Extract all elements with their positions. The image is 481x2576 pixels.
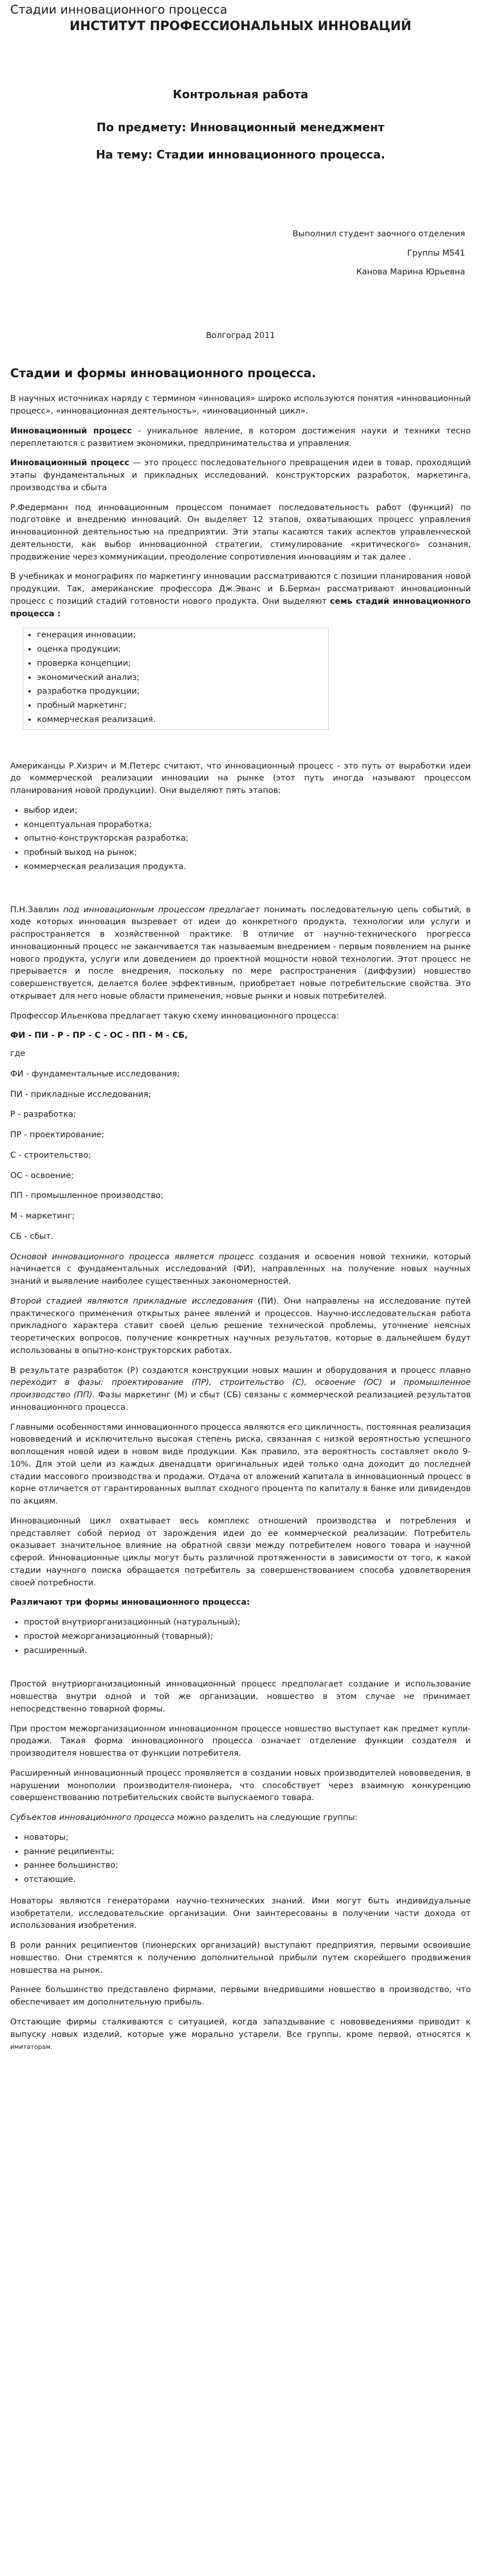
paragraph-9 xyxy=(10,1251,471,1288)
spacer xyxy=(10,739,471,761)
paragraph-14 xyxy=(10,1597,471,1609)
paragraph-4: Р.Федерманн под инновационным процессом понимает последовательность работ (функций) по подготовке и внедрению инноваций. Он выделяет 12 этапов, охватывающих процесс управления инновационной деятельностью на предприятии. Эти этапы касаются таких аспектов управленческой деятельности, как выбор инновационной стратегии, стимулирование «критического» сознания, продвижение через коммуникации, преодоление сопротивления инновациям и так далее . xyxy=(10,503,471,562)
legend-item: ПР - проектирование; xyxy=(10,1130,104,1140)
list-item: • экономический анализ; xyxy=(37,672,328,684)
list-item: • простой внутриорганизационный (натуральный); xyxy=(24,1617,471,1629)
legend-item: СБ - сбыт. xyxy=(10,1231,53,1241)
paragraph-text: П.Н.Завлин xyxy=(10,905,64,915)
cover-title-block xyxy=(10,85,471,164)
paragraph-text: — это процесс последовательного превращения идеи в товар, проходящий этапы фундаментальных и прикладных исследований, конструкторских разработок, маркетинга, производства и сбыта xyxy=(10,458,471,492)
paragraph-17: Расширенный инновационный процесс проявляется в создании новых производителей нововведения, в нарушении монополии производителя-пионера, что способствует через взаимную конкуренцию совершенствованию потребительских свойств выпускаемого товара. xyxy=(10,1768,471,1803)
list-item: • пробный выход на рынок; xyxy=(24,847,471,859)
institute-name: ИНСТИТУТ ПРОФЕССИОНАЛЬНЫХ ИННОВАЦИЙ xyxy=(69,19,412,34)
topic-line: На тему: Стадии инновационного процесса. xyxy=(95,147,386,161)
five-stages-list xyxy=(10,805,471,874)
paragraph-12: Главными особенностями инновационного процесса являются его цикличность, постоянная реализация нововведений и исключительно высокая степень риска, связанная с низкой вероятностью успешного воплощения новой идеи в новом виде продукции. Как правило, эта вероятность составляет около 9-10%. Для этой цели из каждых двенадцати оригинальных идей только одна доходит до последней стадии массового производства и продажи. Отдача от вложений капитала в инновационный процесс в корне отличается от гарантированных выплат сходного процента по капиталу в банке или дивидендов по акциям. xyxy=(10,1422,471,1506)
legend-item: С - строительство; xyxy=(10,1150,91,1160)
list-item: • раннее большинство; xyxy=(24,1860,471,1872)
work-type: Контрольная работа xyxy=(173,87,308,101)
paragraph-8: Профессор Ильенкова предлагает такую схему инновационного процесса: xyxy=(10,1011,339,1021)
author-line-2: Группы М541 xyxy=(407,248,465,258)
italic-text: Второй стадией являются прикладные исследования xyxy=(10,1296,253,1306)
list-item: • выбор идеи; xyxy=(24,805,471,817)
list-item: • простой межорганизационный (товарный); xyxy=(24,1631,471,1643)
list-item: • опытно-конструкторская разработка; xyxy=(24,833,471,845)
paragraph-7 xyxy=(10,904,471,1003)
list-item: • коммерческая реализация продукта. xyxy=(24,861,471,874)
paragraph-21: Раннее большинство представлено фирмами, первыми внедрившими новшество в производство, что обеспечивает им дополнительную прибыль. xyxy=(10,1985,471,2007)
list-item: • коммерческая реализация. xyxy=(37,714,328,727)
paragraph-text: понимать последовательную цепь событий, в ходе которых инновация вызревает от идеи до конкретного продукта, технологии или услуги и распространяется в хозяйственной практике. В отличие от научно-технического прогресса инновационный процесс не заканчивается так называемым внедрением - первым появлением на рынке нового продукта, услуги или доведением до проектной мощности новой технологии. Этот процесс не прерывается и после внедрения, поскольку по мере распространения (диффузии) новшество совершенствуется, делается более эффективным, приобретает новые потребительские свойства. Это открывает для него новые области применения, новые рынки и новых потребителей. xyxy=(10,905,471,1001)
italic-text: Основой инновационного процесса является процесс xyxy=(10,1252,254,1262)
list-item: • концептуальная проработка; xyxy=(24,819,471,832)
paragraph-20: В роли ранних реципиентов (пионерских организаций) выступают предприятия, первыми освоившие новшество. Они стремятся к получению дополнительной прибыли путем скорейшего продвижения новшества на рынок. xyxy=(10,1941,471,1975)
where-label: где xyxy=(10,1049,26,1059)
list-item: • генерация инновации; xyxy=(37,629,328,642)
paragraph-6: Американцы Р.Хизрич и М.Петерс считают, что инновационный процесс - это путь от выработки идеи до коммерческой реализации инновации на рынке (этот путь иногда называют процессом планирования новой продукции). Они выделяют пять этапов: xyxy=(10,761,471,796)
spacer xyxy=(10,883,471,904)
italic-text: под инновационным процессом предлагает xyxy=(63,905,260,915)
author-block xyxy=(10,228,471,279)
paragraph-text: (ПИ). Они направлены на исследование путей практического применения открытых ранее явлений и процессов. Научно-исследовательская работа прикладного характера ставит своей целью решение технической проблемы, уточнение неясных теоретических вопросов, получение конкретных научных результатов, которые в дальнейшем будут использованы в опытно-конструкторских работах. xyxy=(10,1296,471,1355)
list-item: • отстающие. xyxy=(24,1874,471,1886)
paragraph-10 xyxy=(10,1296,471,1358)
author-line-3: Канова Марина Юрьевна xyxy=(356,268,465,277)
list-item: • новаторы; xyxy=(24,1832,471,1844)
scheme-formula: ФИ - ПИ - Р - ПР - С - ОС - ПП - М - СБ, xyxy=(10,1031,188,1041)
paragraph-13: Инновационный цикл охватывает весь комплекс отношений производства и потребления и представляет собой период от зарождения идеи до ее коммерческой реализации. Потребитель оказывает значительное влияние на обратной связи между потребителем нового товара и научной сферой. Инновационные циклы могут быть различной протяженности в зависимости от того, к какой стадии научного поиска обращается потребитель за совершенствованием способа удовлетворения своей потребности. xyxy=(10,1516,471,1588)
paragraph-1: В научных источниках наряду с термином «инновация» широко используются понятия «инновационный процесс», «инновационная деятельность», «инновационный цикл». xyxy=(10,394,471,416)
author-line-1: Выполнил студент заочного отделения xyxy=(292,229,465,239)
legend-item: ПП - промышленное производство; xyxy=(10,1191,164,1201)
paragraph-2 xyxy=(10,425,471,450)
term-lead: Инновационный процесс xyxy=(10,426,132,436)
emphasis: семь стадий инновационного процесса : xyxy=(10,596,471,619)
list-item: • разработка продукции; xyxy=(37,686,328,698)
paragraph-22 xyxy=(10,2016,471,2053)
three-forms-list xyxy=(10,1617,471,1657)
paragraph-text: Отстающие фирмы сталкиваются с ситуацией, когда запаздывание с нововведениями приводит к выпуску новых изделий, которые уже морально устарели. Все группы, кроме первой, относятся к xyxy=(10,2017,471,2039)
document-header-title: Стадии инновационного процесса xyxy=(10,3,228,16)
italic-text: Субъектов инновационного процесса xyxy=(10,1813,175,1823)
seven-stages-list xyxy=(23,628,329,729)
legend-item: М - маркетинг; xyxy=(10,1212,75,1221)
list-item: • проверка концепции; xyxy=(37,658,328,670)
list-item: • пробный маркетинг; xyxy=(37,700,328,712)
list-item: • оценка продукции; xyxy=(37,644,328,656)
paragraph-text: - уникальное явление, в котором достижения науки и техники тесно переплетаются с развитием экономики, предпринимательства и управления. xyxy=(10,426,471,448)
paragraph-5 xyxy=(10,571,471,620)
legend-item: Р - разработка; xyxy=(10,1110,76,1120)
list-item: • расширенный. xyxy=(24,1645,471,1658)
paragraph-text: Фазы маркетинг (М) и сбыт (СБ) связаны с коммерческой реализацией результатов инновационного процесса. xyxy=(10,1391,471,1412)
subject-line: По предмету: Инновационный менеджмент xyxy=(96,120,384,134)
paragraph-text: создания и освоения новой техники, который начинается с фундаментальных исследований (ФИ), направленных на получение новых научных знаний и выявление наиболее существенных закономерностей. xyxy=(10,1252,471,1287)
paragraph-19: Новаторы являются генераторами научно-технических знаний. Ими могут быть индивидуальные изобретатели, исследовательские организации. Они заинтересованы в получении части дохода от использования изобретения. xyxy=(10,1896,471,1931)
legend-item: ОС - освоение; xyxy=(10,1171,74,1180)
emphasis: Различают три формы инновационного процесса: xyxy=(10,1598,250,1608)
paragraph-11 xyxy=(10,1365,471,1414)
legend-item: ФИ - фундаментальные исследования; xyxy=(10,1069,180,1079)
list-item: • ранние реципиенты; xyxy=(24,1846,471,1859)
subject-groups-list xyxy=(10,1832,471,1886)
paragraph-text: В учебниках и монографиях по маркетингу инновации рассматриваются с позиции планирования новой продукции. Так, американские профессора Дж.Эванс и Б.Берман рассматривают инновационный процесс с позиций стадий готовности нового продукта. Они выделяют xyxy=(10,572,471,606)
paragraph-text: можно разделить на следующие группы: xyxy=(174,1813,358,1823)
section-heading: Стадии и формы инновационного процесса. xyxy=(10,366,316,380)
small-text: имитаторам. xyxy=(10,2043,53,2051)
italic-text: переходит в фазы: проектирование (ПР), строительство (С), освоение (ОС) и промышленное производство (ПП). xyxy=(10,1378,471,1400)
paragraph-15: Простой внутриорганизационный инновационный процесс предполагает создание и использование новшества внутри одной и той же организации, новшество в этом случае не принимает непосредственно товарной формы. xyxy=(10,1680,471,1714)
term-lead: Инновационный процесс xyxy=(10,458,129,468)
paragraph-18 xyxy=(10,1812,471,1825)
paragraph-3 xyxy=(10,457,471,494)
paragraph-16: При простом межорганизационном инновационном процессе новшество выступает как предмет купли-продажи. Такая форма инновационного процесса означает отделение функции создателя и производителя новшества от функции потребителя. xyxy=(10,1724,471,1759)
city-year: Волгоград 2011 xyxy=(206,331,275,341)
paragraph-text: В результате разработок (Р) создаются конструкции новых машин и оборудования и процесс плавно xyxy=(10,1366,471,1375)
spacer xyxy=(10,1666,471,1679)
legend-item: ПИ - прикладные исследования; xyxy=(10,1089,152,1099)
